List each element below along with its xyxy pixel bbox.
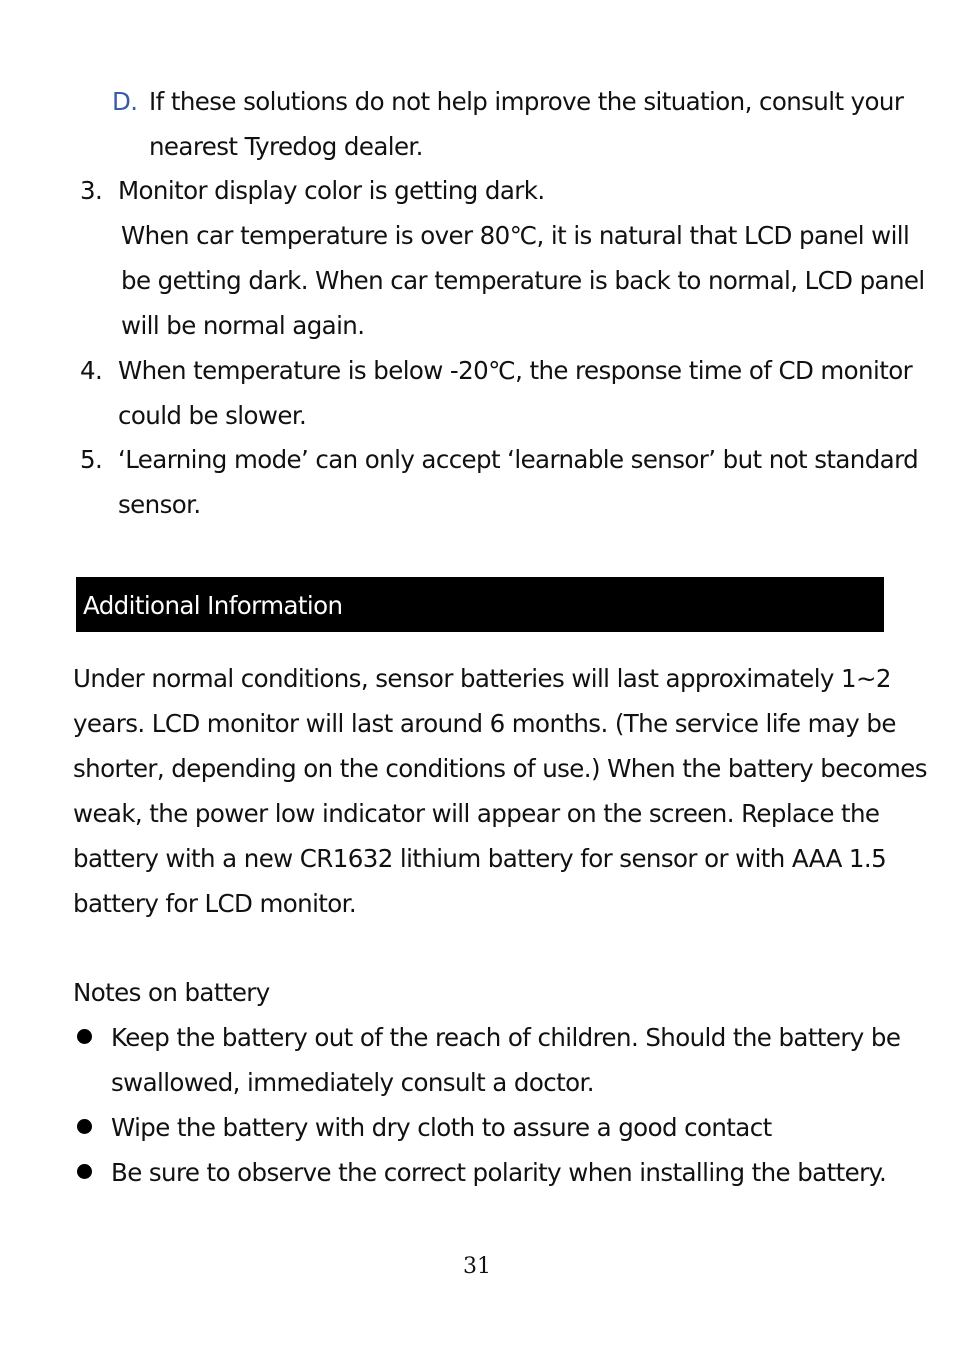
item-4-line-2: could be slower. — [118, 401, 307, 430]
bullet-1-line-1: Keep the battery out of the reach of children. Should the battery be — [111, 1023, 901, 1052]
section-title: Additional Information — [83, 591, 343, 620]
paragraph-line-3: shorter, depending on the conditions of use.) When the battery becomes — [73, 754, 927, 783]
paragraph-line-5: battery with a new CR1632 lithium battery for sensor or with AAA 1.5 — [73, 844, 887, 873]
bullet-icon — [77, 1029, 92, 1044]
item-3-line-3: will be normal again. — [121, 311, 365, 340]
bullet-2-line-1: Wipe the battery with dry cloth to assure a good contact — [111, 1113, 772, 1142]
item-3-title: Monitor display color is getting dark. — [118, 176, 545, 205]
list-number-5: 5. — [80, 445, 103, 474]
paragraph-line-1: Under normal conditions, sensor batteries will last approximately 1~2 — [73, 664, 891, 693]
item-3-line-2: be getting dark. When car temperature is back to normal, LCD panel — [121, 266, 925, 295]
bullet-icon — [77, 1119, 92, 1134]
paragraph-line-4: weak, the power low indicator will appear on the screen. Replace the — [73, 799, 880, 828]
paragraph-line-2: years. LCD monitor will last around 6 months. (The service life may be — [73, 709, 896, 738]
bullet-3-line-1: Be sure to observe the correct polarity when installing the battery. — [111, 1158, 887, 1187]
page-number: 31 — [463, 1254, 491, 1279]
list-marker-d: D. — [112, 87, 138, 116]
item-d-line-1: If these solutions do not help improve the situation, consult your — [149, 87, 904, 116]
list-number-3: 3. — [80, 176, 103, 205]
section-header-bar — [76, 577, 884, 632]
item-d-line-2: nearest Tyredog dealer. — [149, 132, 423, 161]
item-3-line-1: When car temperature is over 80℃, it is natural that LCD panel will — [121, 221, 910, 250]
item-4-line-1: When temperature is below -20℃, the response time of CD monitor — [118, 356, 913, 385]
item-5-line-1: ‘Learning mode’ can only accept ‘learnable sensor’ but not standard — [118, 445, 919, 474]
notes-title: Notes on battery — [73, 978, 270, 1007]
bullet-icon — [77, 1164, 92, 1179]
item-5-line-2: sensor. — [118, 490, 201, 519]
list-number-4: 4. — [80, 356, 103, 385]
paragraph-line-6: battery for LCD monitor. — [73, 889, 357, 918]
bullet-1-line-2: swallowed, immediately consult a doctor. — [111, 1068, 594, 1097]
